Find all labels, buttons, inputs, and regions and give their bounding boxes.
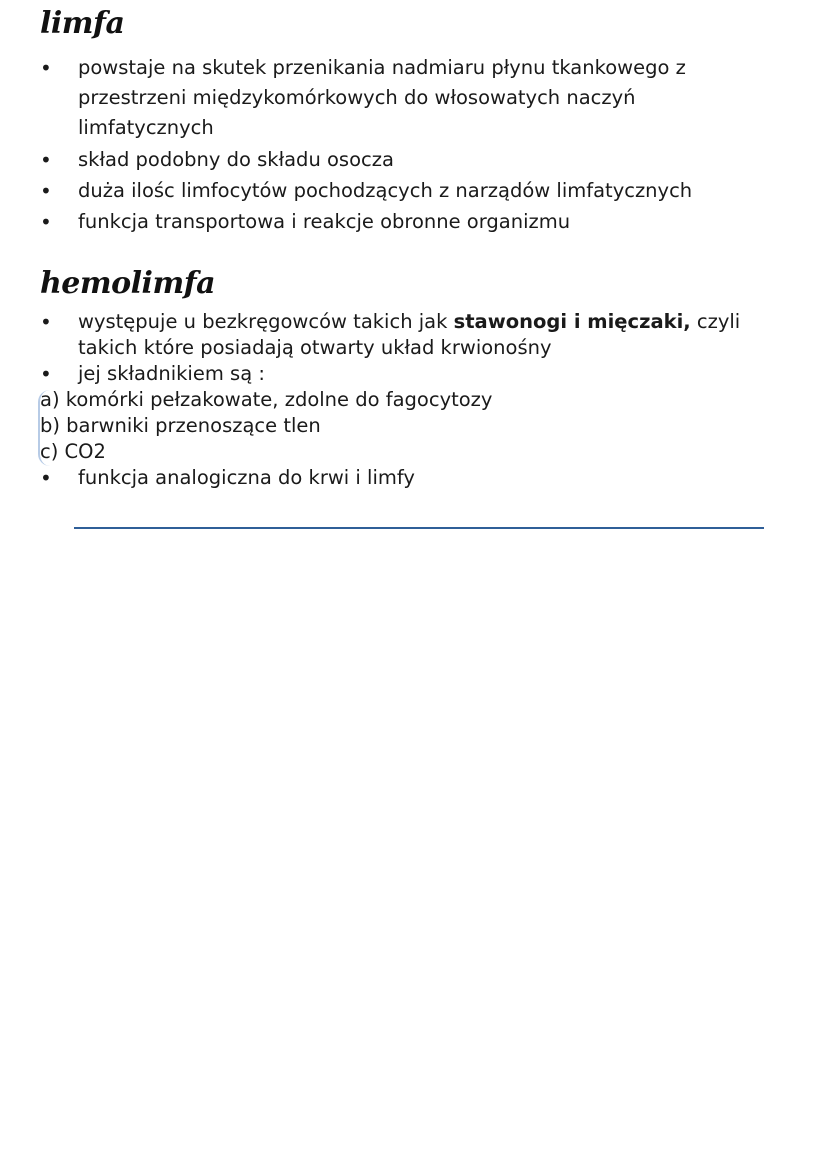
bullet-text-bold: stawonogi i mięczaki, xyxy=(453,310,691,333)
bullet-icon: • xyxy=(40,310,52,334)
bullet-text: powstaje na skutek przenikania nadmiaru płynu tkankowego z przestrzeni międzykomórkowych do włosowatych naczyń limfatycznych xyxy=(78,56,686,139)
limfa-heading: limfa xyxy=(40,6,125,41)
hemolimfa-sub-item-b: b) barwniki przenoszące tlen xyxy=(40,414,321,437)
bullet-text: duża ilośc limfocytów pochodzących z narządów limfatycznych xyxy=(78,179,693,202)
section-divider xyxy=(74,527,764,529)
hemolimfa-heading: hemolimfa xyxy=(40,266,216,301)
bullet-text: jej składnikiem są : xyxy=(78,362,265,385)
bullet-icon: • xyxy=(40,210,52,234)
hemolimfa-sub-item-c: c) CO2 xyxy=(40,440,106,463)
bullet-icon: • xyxy=(40,148,52,172)
bullet-text-suffix: czyli takich które posiadają otwarty układ krwionośny xyxy=(78,310,741,359)
bullet-text: funkcja analogiczna do krwi i limfy xyxy=(78,466,415,489)
bullet-text: funkcja transportowa i reakcje obronne organizmu xyxy=(78,210,571,233)
bullet-icon: • xyxy=(40,179,52,203)
bullet-icon: • xyxy=(40,466,52,490)
bullet-text-prefix: występuje u bezkręgowców takich jak xyxy=(78,310,454,333)
bullet-text xyxy=(78,309,778,361)
bullet-text: skład podobny do składu osocza xyxy=(78,148,394,171)
bullet-icon: • xyxy=(40,56,52,80)
bullet-icon: • xyxy=(40,362,52,386)
hemolimfa-sub-item-a: a) komórki pełzakowate, zdolne do fagocytozy xyxy=(40,388,493,411)
